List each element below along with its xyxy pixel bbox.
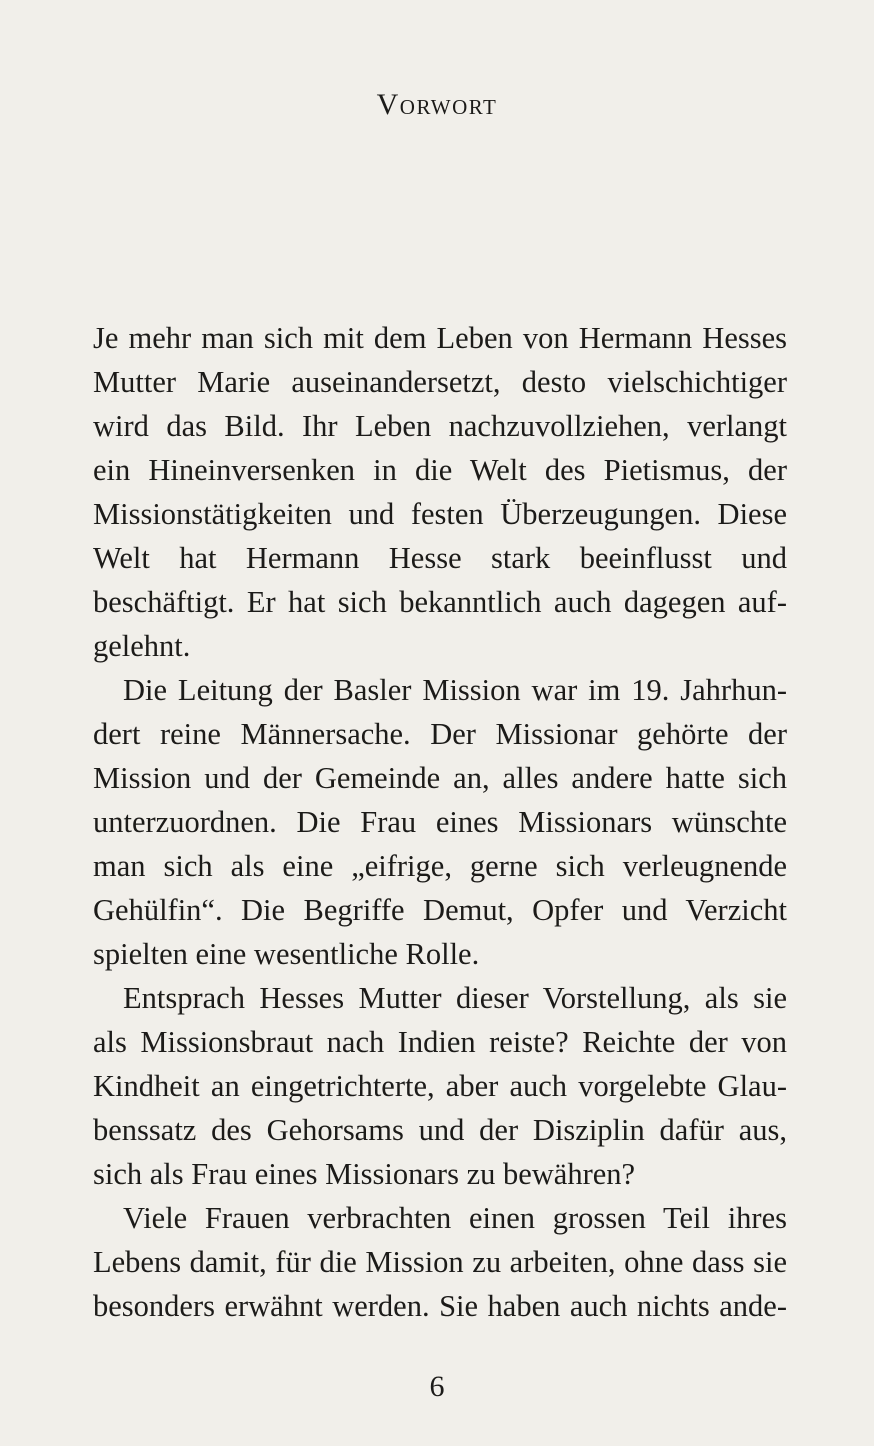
paragraph — [93, 316, 787, 668]
text-line: beschäftigt. Er hat sich bekanntlich auch dagegen auf- — [93, 585, 787, 619]
text-line: als Missionsbraut nach Indien reiste? Reichte der von — [93, 1025, 787, 1059]
body-text — [93, 316, 787, 1328]
text-line: Viele Frauen verbrachten einen grossen Teil ihres — [123, 1201, 787, 1235]
text-line: Die Leitung der Basler Mission war im 19. Jahrhun- — [123, 673, 787, 707]
text-line: Missionstätigkeiten und festen Überzeugungen. Diese — [93, 497, 787, 531]
text-line: spielten eine wesentliche Rolle. — [93, 937, 480, 971]
text-line: sich als Frau eines Missionars zu bewähren? — [93, 1157, 636, 1191]
chapter-title: Vorwort — [376, 88, 498, 121]
paragraph — [93, 976, 787, 1196]
text-line: Entsprach Hesses Mutter dieser Vorstellung, als sie — [123, 981, 787, 1015]
text-line: benssatz des Gehorsams und der Disziplin dafür aus, — [93, 1113, 787, 1147]
paragraph — [93, 668, 787, 976]
text-line: Je mehr man sich mit dem Leben von Hermann Hesses — [93, 321, 787, 355]
page-number: 6 — [429, 1370, 445, 1403]
text-line: gelehnt. — [93, 629, 191, 663]
text-line: Lebens damit, für die Mission zu arbeiten, ohne dass sie — [93, 1245, 787, 1279]
text-line: Welt hat Hermann Hesse stark beeinflusst und — [93, 541, 787, 575]
text-line: unterzuordnen. Die Frau eines Missionars wünschte — [93, 805, 787, 839]
text-line: Mutter Marie auseinandersetzt, desto vielschichtiger — [93, 365, 787, 399]
text-line: dert reine Männersache. Der Missionar gehörte der — [93, 717, 787, 751]
text-line: man sich als eine „eifrige, gerne sich verleugnende — [93, 849, 787, 883]
paragraph — [93, 1196, 787, 1328]
text-line: ein Hineinversenken in die Welt des Pietismus, der — [93, 453, 787, 487]
text-line: besonders erwähnt werden. Sie haben auch nichts ande- — [93, 1289, 787, 1323]
text-line: wird das Bild. Ihr Leben nachzuvollziehen, verlangt — [93, 409, 787, 443]
text-line: Gehülfin“. Die Begriffe Demut, Opfer und Verzicht — [93, 893, 787, 927]
text-line: Mission und der Gemeinde an, alles andere hatte sich — [93, 761, 787, 795]
text-line: Kindheit an eingetrichterte, aber auch vorgelebte Glau- — [93, 1069, 787, 1103]
